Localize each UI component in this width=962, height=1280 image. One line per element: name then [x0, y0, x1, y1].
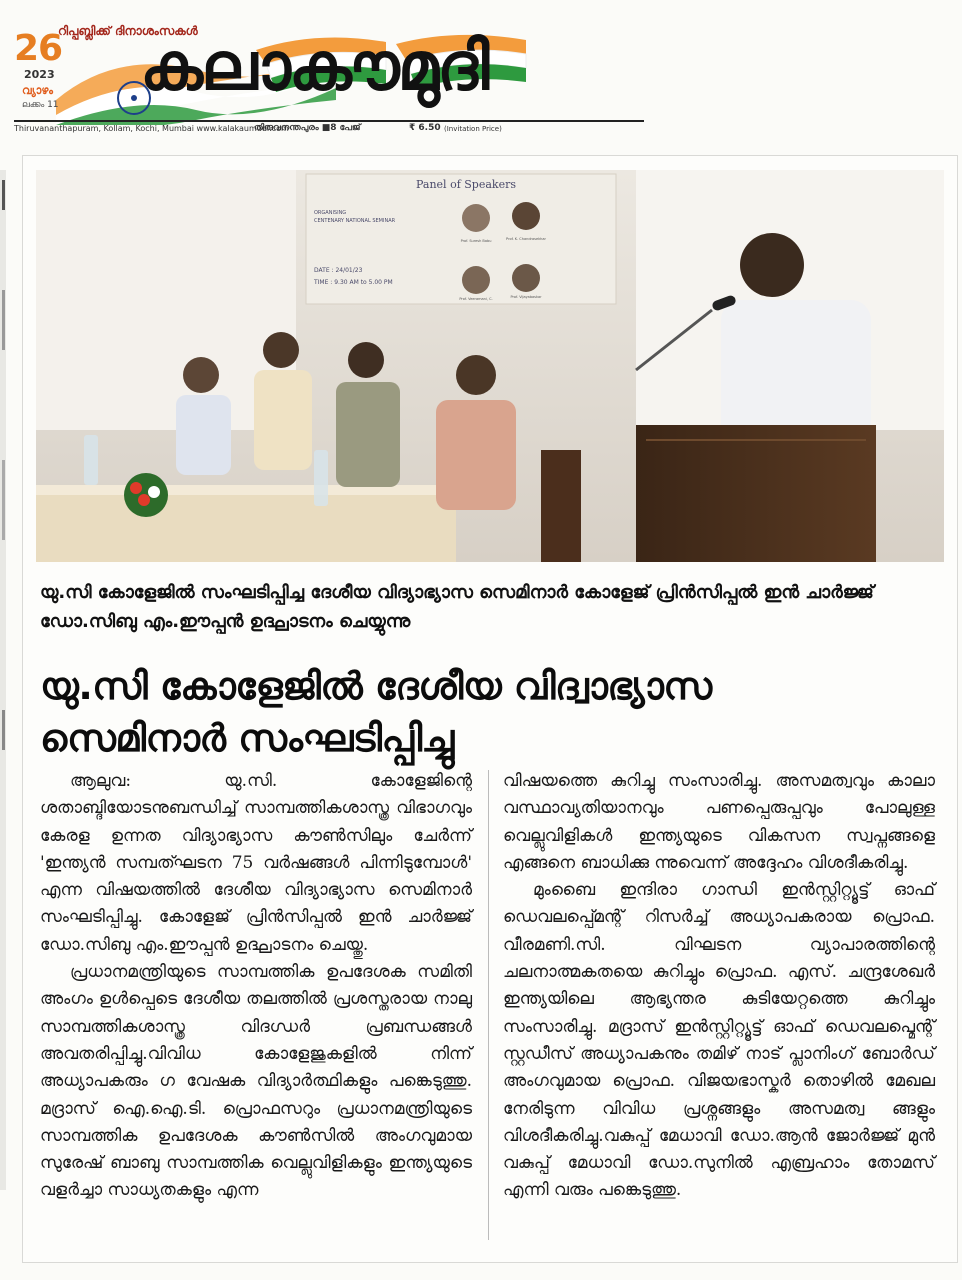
price: ₹ 6.50 [409, 123, 441, 133]
headline [40, 660, 940, 764]
banner-speaker-4: Prof. Vijayabaskar [510, 295, 542, 299]
city-pages: തിരുവനന്തപുരം ■8 പേജ് [254, 123, 361, 133]
column-divider [488, 770, 489, 1240]
banner-title: Panel of Speakers [416, 178, 516, 191]
masthead [0, 0, 962, 140]
headline-line-2: സെമിനാർ സംഘടിപ്പിച്ചു [40, 716, 454, 760]
body-column-left [40, 768, 472, 1205]
banner-line-3: DATE : 24/01/23 [314, 267, 363, 274]
banner-speaker-1: Prof. Suresh Babu [460, 239, 492, 243]
banner-speaker-2: Prof. K. Chandrasekhar [506, 237, 546, 241]
body-paragraph: പ്രധാനമന്ത്രിയുടെ സാമ്പത്തിക ഉപദേശക സമിതി അംഗം ഉൾപ്പെടെ ദേശീയ തലത്തിൽ പ്രശസ്തരായ നാലു സാമ്പത്തികശാസ്ത്ര വിദഗ്ധർ പ്രബന്ധങ്ങൾ അവതരിപ്പിച്ചു.വിവിധ കോളേജുകളിൽ നിന്ന് അധ്യാപകരും ഗ വേഷക വിദ്യാർത്ഥികളും പങ്കെടുത്തു. മദ്രാസ് ഐ.ഐ.ടി. പ്രൊഫസറും പ്രധാനമന്ത്രിയുടെ സാമ്പത്തിക ഉപദേശക കൗൺസിൽ അംഗവുമായ സുരേഷ് ബാബു സാമ്പത്തിക വെല്ലുവിളികളും ഇന്ത്യയുടെ വളർച്ചാ സാധ്യതകളും എന്ന [40, 962, 472, 1201]
body-paragraph: മുംബൈ ഇന്ദിരാ ഗാന്ധി ഇൻസ്റ്റിറ്റ്യൂട്ട് ഓഫ് ഡെവലപ്പ്മെന്റ് റിസർച്ച് അധ്യാപകരായ പ്രൊഫ. വീരമണി.സി. വിഘടന വ്യാപാരത്തിന്റെ ചലനാത്മകതയെ കുറിച്ചും പ്രൊഫ. എസ്. ചന്ദ്രശേഖർ ഇന്ത്യയിലെ ആഭ്യന്തര കുടിയേറ്റത്തെ കുറിച്ചും സംസാരിച്ചു. മദ്രാസ് ഇൻസ്റ്റിറ്റ്യൂട്ട് ഓഫ് ഡെവലപ്മെന്റ് സ്റ്റഡീസ് അധ്യാപകനും തമിഴ് നാട് പ്ലാനിംഗ് ബോർഡ് അംഗവുമായ പ്രൊഫ. വിജയഭാസ്കർ തൊഴിൽ മേഖല നേരിടുന്ന വിവിധ പ്രശ്നങ്ങളും അസമത്വ ങ്ങളും വിശദീകരിച്ചു.വകുപ്പ് മേധാവി ഡോ.ആൻ ജോർജ്ജ് മുൻ വകുപ്പ് മേധാവി ഡോ.സുനിൽ എബ്രഹാം തോമസ് എന്നി വരും പങ്കെടുത്തു. [503, 880, 935, 1201]
banner-speaker-3: Prof. Veeramani, C. [459, 297, 493, 301]
editions-text: Thiruvananthapuram, Kollam, Kochi, Mumbai www.kalakaumudi.com [14, 124, 289, 133]
issue-number: ലക്കം 11 [22, 100, 59, 110]
body-column-right [503, 768, 935, 1205]
date-year: 2023 [24, 68, 55, 81]
masthead-info-bar [14, 122, 644, 136]
republic-day-greeting: റിപ്പബ്ലിക്ക് ദിനാശംസകൾ [58, 24, 198, 38]
banner-line-2: CENTENARY NATIONAL SEMINAR [314, 218, 396, 224]
page-edge-fragment [0, 170, 12, 1190]
photo-caption: യു.സി കോളേജിൽ സംഘടിപ്പിച്ച ദേശീയ വിദ്യാഭ്യാസ സെമിനാർ കോളേജ് പ്രിൻസിപ്പൽ ഇൻ ചാർജ്ജ് ഡോ.സിബു എം.ഈപ്പൻ ഉദ്ഘാടനം ചെയ്യുന്നു [40, 582, 874, 632]
headline-line-1: യു.സി കോളേജിൽ ദേശീയ വിദ്വാഭ്യാസ [40, 664, 712, 708]
banner-line-1: ORGANISING [314, 210, 347, 216]
weekday: വ്യാഴം [22, 84, 54, 97]
banner-line-4: TIME : 9.30 AM to 5.00 PM [314, 279, 393, 286]
newspaper-title: കലാകൗമുദി [140, 28, 488, 105]
body-paragraph: ആലുവ: യു.സി. കോളേജിന്റെ ശതാബ്ദിയോടനുബന്ധിച്ച് സാമ്പത്തികശാസ്ത്ര വിഭാഗവും കേരള ഉന്നത വിദ്യാഭ്യാസ കൗൺസിലും ചേർന്ന് 'ഇന്ത്യൻ സമ്പത്ഘടന 75 വർഷങ്ങൾ പിന്നിടുമ്പോൾ' എന്ന വിഷയത്തിൽ ദേശീയ വിദ്യാഭ്യാസ സെമിനാർ സംഘടിപ്പിച്ചു. കോളേജ് പ്രിൻസിപ്പൽ ഇൻ ചാർജ്ജ് ഡോ.സിബു എം.ഈപ്പൻ ഉദ്ഘാടനം ചെയ്തു. [40, 771, 472, 955]
price-note: (Invitation Price) [444, 125, 502, 133]
body-paragraph: വിഷയത്തെ കുറിച്ചു സംസാരിച്ചു. അസമത്വവും കാലാ വസ്ഥാവ്യതിയാനവും പണപ്പെരുപ്പവും പോലുള്ള വെല്ലുവിളികൾ ഇന്ത്യയുടെ വികസന സ്വപ്നങ്ങളെ എങ്ങനെ ബാധിക്കു ന്നുവെന്ന് അദ്ദേഹം വിശദീകരിച്ചു. [503, 771, 935, 873]
seminar-photo [36, 170, 944, 562]
date-day: 26 [14, 28, 63, 69]
